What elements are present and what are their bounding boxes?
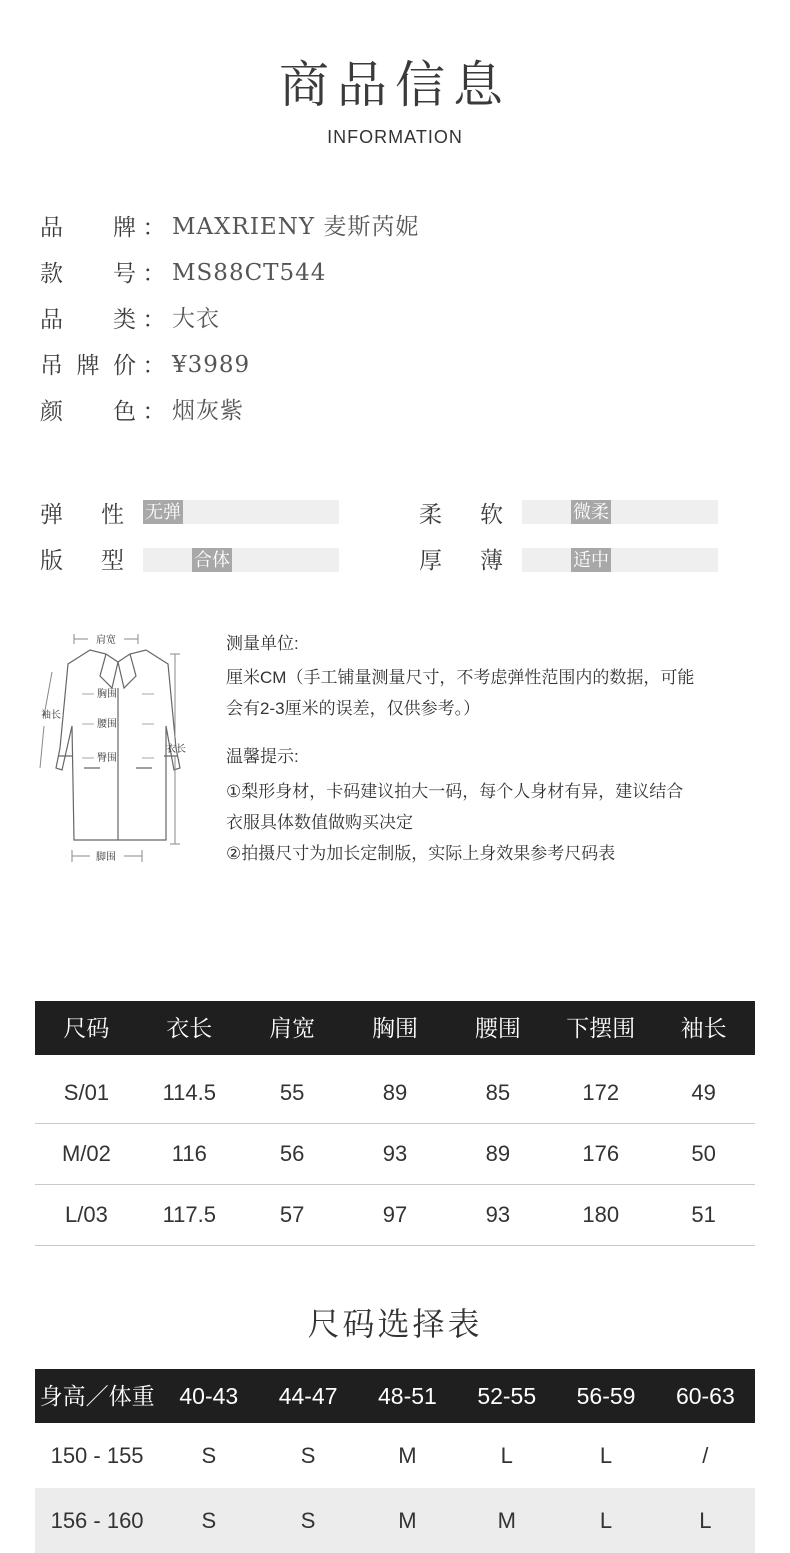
table-cell: 150 - 155 — [50, 1443, 144, 1468]
page-title: 商品信息 — [279, 56, 511, 114]
diagram-label-length: 衣长 — [166, 744, 186, 755]
selection-header-cell: 56-59 — [576, 1383, 636, 1409]
attr-value-fit: 合体 — [194, 550, 230, 570]
info-row-color — [40, 394, 244, 428]
table-cell: L/03 — [65, 1202, 108, 1227]
unit-text-line2: 会有2-3厘米的误差，仅供参考。） — [226, 699, 481, 718]
tip1-line2: 衣服具体数值做购买决定 — [226, 813, 413, 832]
table-row — [35, 1488, 755, 1553]
info-value: MAXRIENY 麦斯芮妮 — [172, 214, 420, 240]
page-subtitle: INFORMATION — [327, 127, 463, 147]
table-cell: S — [201, 1443, 217, 1468]
table-cell: 89 — [485, 1141, 511, 1166]
table-cell: 97 — [382, 1202, 408, 1227]
info-value: 烟灰紫 — [172, 398, 244, 424]
info-row-style-number — [40, 256, 326, 290]
size-table — [35, 1001, 755, 1246]
size-header-cell: 胸围 — [372, 1015, 418, 1041]
info-row-price — [40, 348, 250, 382]
coat-outline — [56, 650, 180, 840]
info-label: 款号 — [40, 260, 136, 286]
table-cell: M — [398, 1508, 417, 1533]
table-cell: L — [599, 1443, 613, 1468]
info-value: 大衣 — [172, 306, 220, 332]
selection-header-cell: 身高／体重 — [39, 1383, 155, 1409]
info-colon: ： — [142, 398, 166, 424]
size-table-header — [35, 1001, 755, 1055]
size-header-cell: 肩宽 — [269, 1015, 316, 1041]
attr-label-thickness: 厚薄 — [419, 547, 503, 573]
table-cell: 57 — [279, 1202, 305, 1227]
tip2: ②拍摄尺寸为加长定制版，实际上身效果参考尺码表 — [226, 844, 616, 863]
attr-value-softness: 微柔 — [573, 502, 609, 522]
size-header-cell: 衣长 — [166, 1015, 213, 1041]
table-cell: 50 — [691, 1141, 716, 1166]
table-cell: L — [699, 1508, 712, 1533]
table-row — [35, 1124, 755, 1185]
selection-header-cell: 44-47 — [278, 1383, 338, 1409]
attr-bar-fit — [143, 548, 339, 572]
table-cell: 89 — [382, 1080, 408, 1105]
attr-bar-softness — [522, 500, 718, 524]
attr-bar-elasticity — [143, 500, 339, 524]
attr-bar-thickness — [522, 548, 718, 572]
table-cell: 85 — [485, 1080, 511, 1105]
selection-table-header — [35, 1369, 755, 1423]
coat-measurement-diagram — [38, 628, 198, 868]
info-label: 品类 — [40, 306, 136, 332]
size-header-cell: 腰围 — [474, 1015, 521, 1041]
info-colon: ： — [142, 306, 166, 332]
table-cell: 176 — [582, 1141, 620, 1166]
table-cell: 56 — [279, 1141, 305, 1166]
info-colon: ： — [142, 260, 166, 286]
diagram-label-hem: 脚围 — [96, 852, 116, 863]
info-label: 吊牌价 — [40, 352, 136, 378]
attr-value-elasticity: 无弹 — [145, 502, 181, 522]
table-cell: 49 — [691, 1080, 716, 1105]
unit-text-line1: 厘米CM（手工铺量测量尺寸，不考虑弹性范围内的数据，可能 — [226, 668, 695, 687]
table-cell: M — [398, 1443, 417, 1468]
table-cell: L — [599, 1508, 613, 1533]
table-cell: S/01 — [63, 1080, 110, 1105]
table-cell: / — [702, 1443, 709, 1468]
selection-title: 尺码选择表 — [307, 1306, 483, 1342]
attr-label-softness: 柔软 — [419, 501, 503, 527]
table-row — [35, 1423, 755, 1488]
table-cell: M — [497, 1508, 516, 1533]
diagram-label-hip: 臀围 — [97, 753, 117, 764]
selection-header-cell: 60-63 — [675, 1383, 735, 1409]
table-cell: 117.5 — [162, 1202, 216, 1227]
table-cell: S — [300, 1443, 316, 1468]
table-cell: 180 — [582, 1202, 620, 1227]
table-cell: L — [500, 1443, 513, 1468]
table-cell: 116 — [171, 1141, 207, 1166]
info-label: 颜色 — [40, 398, 136, 424]
info-label: 品牌 — [40, 214, 136, 240]
table-cell: 93 — [382, 1141, 408, 1166]
selection-table — [35, 1369, 755, 1553]
attr-value-thickness: 适中 — [573, 550, 609, 570]
attr-label-elasticity: 弹性 — [40, 501, 124, 527]
unit-title: 测量单位: — [226, 634, 299, 653]
table-cell: 172 — [582, 1080, 620, 1105]
selection-header-cell: 40-43 — [179, 1383, 239, 1409]
info-row-category — [40, 302, 220, 336]
selection-header-cell: 52-55 — [477, 1383, 537, 1409]
table-row — [35, 1185, 755, 1246]
info-value: ¥3989 — [172, 352, 251, 378]
table-cell: 55 — [279, 1080, 305, 1105]
size-header-cell: 袖长 — [680, 1015, 727, 1041]
diagram-label-chest: 胸围 — [97, 689, 117, 700]
diagram-label-waist: 腰围 — [97, 719, 117, 730]
diagram-label-sleeve: 袖长 — [41, 710, 61, 721]
table-cell: 51 — [691, 1202, 716, 1227]
diagram-label-shoulder: 肩宽 — [96, 635, 116, 646]
info-value: MS88CT544 — [172, 260, 327, 286]
info-colon: ： — [142, 352, 166, 378]
tips-title: 温馨提示: — [226, 747, 299, 766]
table-cell: S — [300, 1508, 316, 1533]
attr-label-fit: 版型 — [40, 547, 124, 573]
size-header-cell: 下摆围 — [566, 1015, 636, 1041]
info-colon: ： — [142, 214, 166, 240]
selection-header-cell: 48-51 — [378, 1383, 437, 1409]
table-row — [35, 1063, 755, 1124]
table-cell: M/02 — [61, 1141, 111, 1166]
table-cell: S — [201, 1508, 217, 1533]
table-cell: 114.5 — [162, 1080, 216, 1105]
table-cell: 156 - 160 — [50, 1508, 144, 1533]
size-header-cell: 尺码 — [63, 1015, 110, 1041]
info-row-brand — [40, 210, 419, 244]
tip1-line1: ①梨形身材，卡码建议拍大一码，每个人身材有异，建议结合 — [226, 782, 684, 801]
table-cell: 93 — [485, 1202, 511, 1227]
